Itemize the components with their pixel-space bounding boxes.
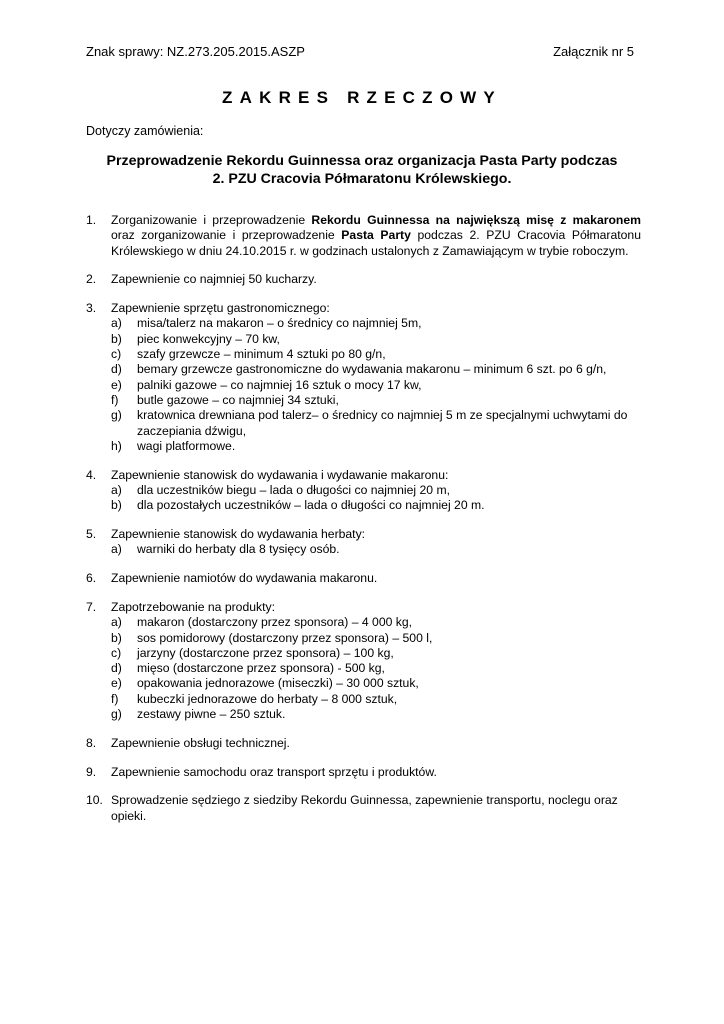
sub-item (111, 498, 641, 513)
list-item (86, 736, 641, 751)
sub-item-text: mięso (dostarczone przez sponsora) - 500 kg, (137, 661, 385, 676)
sub-item-text: opakowania jednorazowe (miseczki) – 30 000 sztuk, (137, 676, 419, 691)
sub-item-letter: b) (111, 630, 122, 645)
sub-item-letter: h) (111, 438, 122, 453)
sub-item (111, 362, 641, 377)
sub-item (111, 439, 641, 454)
list-item-text (111, 213, 641, 259)
list-item (86, 765, 641, 780)
sub-item-letter: g) (111, 408, 122, 423)
sub-item (111, 646, 641, 661)
sub-item-text: wagi platformowe. (137, 438, 236, 453)
text-segment: Zorganizowanie i przeprowadzenie (111, 213, 312, 227)
sub-item (111, 378, 641, 393)
sub-item-letter: d) (111, 661, 122, 676)
list-item-number: 6. (86, 571, 97, 586)
sub-item-letter: c) (111, 347, 122, 362)
sub-item-text: piec konwekcyjny – 70 kw, (137, 331, 280, 346)
list-item (86, 571, 641, 586)
sub-item (111, 615, 641, 630)
sub-item-letter: a) (111, 542, 122, 557)
sub-item (111, 483, 641, 498)
list-item-text (111, 600, 641, 615)
sub-item-letter: d) (111, 362, 122, 377)
text-segment: podczas 2. PZU Cracovia Półmaratonu Królewskiego w dniu 24.10.2015 r. w godzinach ustalonych z Zamawiającym w trybie roboczym. (111, 228, 641, 258)
text-segment: Zapewnienie samochodu oraz transport sprzętu i produktów. (111, 764, 437, 779)
sub-item (111, 393, 641, 408)
bold-text: Rekordu Guinnessa na największą misę z makaronem (311, 213, 641, 227)
list-item-number: 1. (86, 213, 97, 227)
sub-item (111, 631, 641, 646)
sub-item (111, 316, 641, 331)
sub-item-text: dla pozostałych uczestników – lada o długości co najmniej 20 m. (137, 498, 485, 513)
sub-item-text: jarzyny (dostarczone przez sponsora) – 100 kg, (137, 645, 394, 660)
sub-item-letter: a) (111, 615, 122, 630)
list-item-text (111, 765, 641, 780)
text-segment: Zapewnienie namiotów do wydawania makaronu. (111, 571, 378, 586)
list-item (86, 272, 641, 287)
list-item-text (111, 571, 641, 586)
order-subject-line-2: 2. PZU Cracovia Półmaratonu Królewskiego. (212, 171, 512, 187)
sub-item-letter: b) (111, 498, 122, 513)
sub-item (111, 692, 641, 707)
sub-item-letter: e) (111, 676, 122, 691)
text-segment: Zapewnienie co najmniej 50 kucharzy. (111, 272, 317, 287)
list-item (86, 213, 641, 259)
sub-item (111, 408, 641, 439)
list-item (86, 468, 641, 514)
list-item-number: 9. (86, 764, 97, 779)
order-subject-line-1: Przeprowadzenie Rekordu Guinnessa oraz organizacja Pasta Party podczas (106, 153, 618, 169)
list-item (86, 600, 641, 722)
case-number: Znak sprawy: NZ.273.205.2015.ASZP (86, 44, 305, 59)
bold-text: Pasta Party (341, 228, 411, 243)
list-item-text (111, 301, 641, 316)
list-item (86, 527, 641, 558)
list-item-text (111, 272, 641, 287)
sub-item-text: dla uczestników biegu – lada o długości co najmniej 20 m, (137, 482, 450, 497)
sub-item-letter: g) (111, 707, 122, 722)
sub-item (111, 542, 641, 557)
sub-item-text: sos pomidorowy (dostarczony przez sponsora) – 500 l, (137, 630, 433, 645)
sub-item (111, 661, 641, 676)
sub-item-text: warniki do herbaty dla 8 tysięcy osób. (137, 542, 340, 557)
sub-item-letter: c) (111, 645, 122, 660)
list-item-number: 4. (86, 467, 97, 482)
sub-item (111, 707, 641, 722)
sub-item (111, 676, 641, 691)
list-item-number: 5. (86, 527, 97, 542)
list-item-text (111, 527, 641, 542)
sub-item-letter: b) (111, 331, 122, 346)
sub-item-text: szafy grzewcze – minimum 4 sztuki po 80 g/n, (137, 347, 386, 362)
list-item-number: 3. (86, 301, 97, 316)
text-segment: Zapewnienie stanowisk do wydawania herbaty: (111, 527, 366, 542)
text-segment: Zapewnienie obsługi technicznej. (111, 735, 290, 750)
sub-item-letter: f) (111, 392, 119, 407)
list-item (86, 301, 641, 454)
list-item-number: 10. (86, 793, 103, 808)
document-title: ZAKRES RZECZOWY (222, 88, 502, 107)
text-segment: Zapewnienie stanowisk do wydawania i wydawanie makaronu: (111, 467, 449, 482)
list-item-text (111, 793, 641, 824)
text-segment: Zapewnienie sprzętu gastronomicznego: (111, 301, 330, 316)
attachment-label: Załącznik nr 5 (553, 44, 634, 59)
concerns-label: Dotyczy zamówienia: (86, 124, 204, 138)
list-item-number: 8. (86, 735, 97, 750)
list-item (86, 793, 641, 824)
text-segment: Zapotrzebowanie na produkty: (111, 599, 275, 614)
sub-item-letter: a) (111, 316, 122, 331)
text-segment: oraz zorganizowanie i przeprowadzenie (111, 228, 342, 243)
sub-item (111, 347, 641, 362)
sub-item-text: palniki gazowe – co najmniej 16 sztuk o mocy 17 kw, (137, 377, 422, 392)
sub-item-text: bemary grzewcze gastronomiczne do wydawania makaronu – minimum 6 szt. po 6 g/n, (137, 362, 607, 377)
sub-item-letter: a) (111, 482, 122, 497)
sub-item-letter: e) (111, 377, 122, 392)
list-item-number: 2. (86, 272, 97, 287)
sub-item-text: misa/talerz na makaron – o średnicy co najmniej 5m, (137, 316, 422, 331)
list-item-text (111, 736, 641, 751)
sub-item-letter: f) (111, 691, 119, 706)
sub-item (111, 332, 641, 347)
order-subject (86, 152, 638, 188)
sub-item-text: butle gazowe – co najmniej 34 sztuki, (137, 392, 339, 407)
scope-list (86, 213, 641, 838)
sub-item-text: kubeczki jednorazowe do herbaty – 8 000 sztuk, (137, 691, 398, 706)
list-item-text (111, 468, 641, 483)
sub-item-text: kratownica drewniana pod talerz– o średnicy co najmniej 5 m ze specjalnymi uchwytami do zaczepiania dźwigu, (137, 408, 628, 438)
text-segment: Sprowadzenie sędziego z siedziby Rekordu Guinnessa, zapewnienie transportu, noclegu oraz opieki. (111, 793, 618, 823)
sub-item-text: zestawy piwne – 250 sztuk. (137, 707, 286, 722)
sub-item-text: makaron (dostarczony przez sponsora) – 4 000 kg, (137, 615, 413, 630)
list-item-number: 7. (86, 599, 97, 614)
